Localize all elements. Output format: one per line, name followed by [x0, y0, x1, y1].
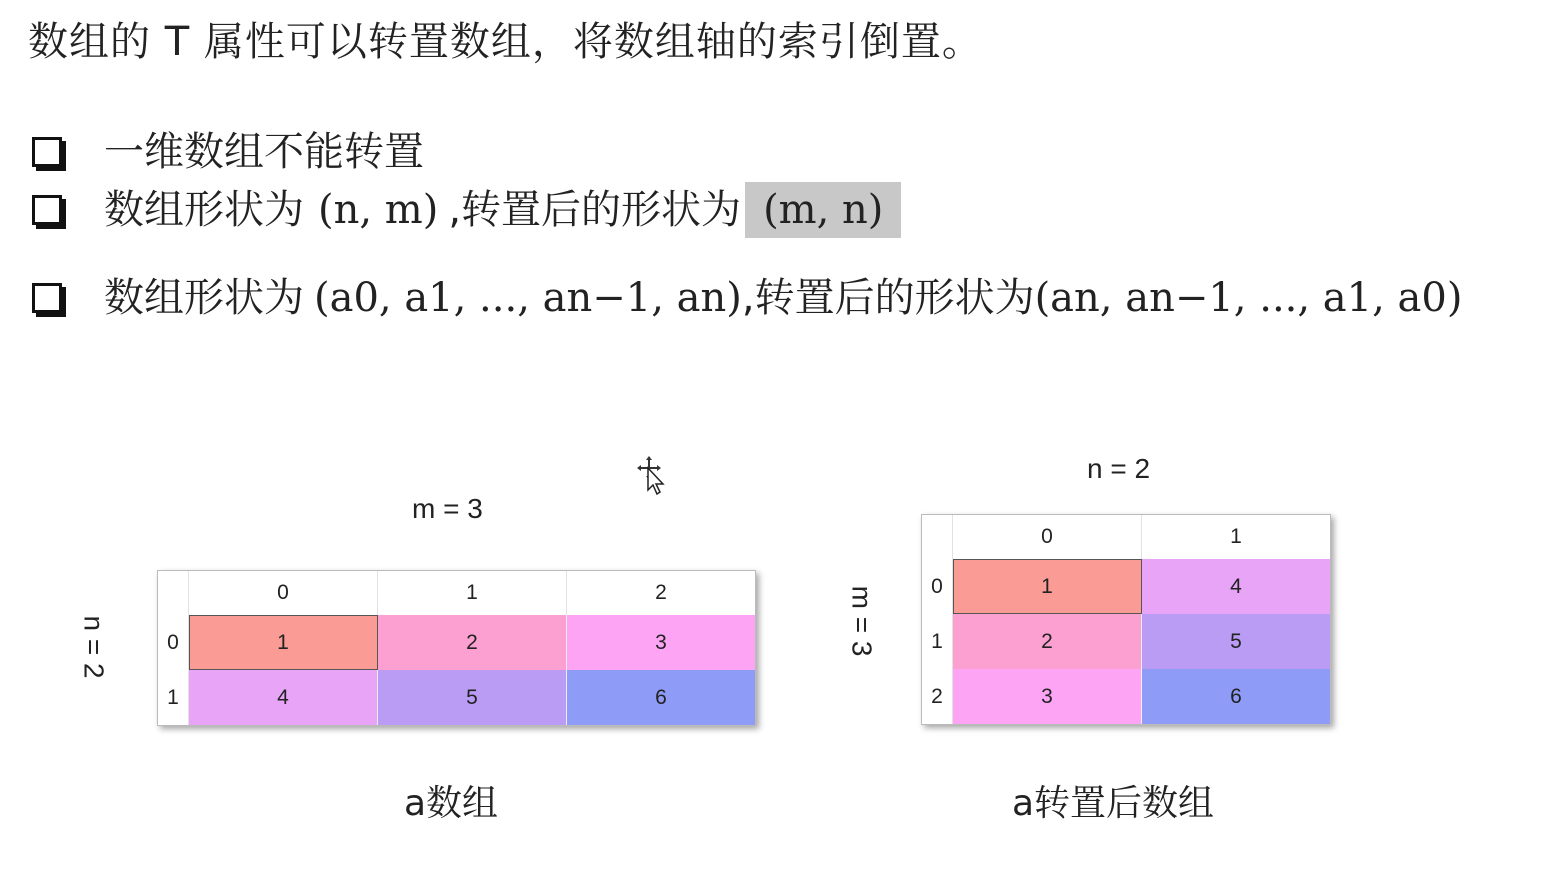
- bullet-prefix: 数组形状为: [104, 275, 304, 321]
- left-caption: a数组: [404, 783, 499, 824]
- bullet-text: 一维数组不能转置: [104, 129, 424, 175]
- bullet-prefix: 数组形状为: [104, 187, 304, 233]
- table-cell: 3: [953, 669, 1142, 724]
- row-header: 2: [922, 669, 953, 724]
- left-side-label: n = 2: [78, 615, 110, 679]
- checkbox-square-icon: [32, 137, 62, 167]
- row-header: 1: [922, 614, 953, 669]
- table-cell: 6: [567, 670, 756, 725]
- table-cell: 3: [567, 615, 756, 670]
- bullet-1d-array: [28, 124, 424, 180]
- shape-original: (a0, a1, ..., an−1, an): [314, 275, 742, 321]
- left-top-label: m = 3: [412, 493, 483, 524]
- right-caption: a转置后数组: [1012, 783, 1215, 824]
- right-top-label: n = 2: [1087, 453, 1151, 484]
- bullet-mid: ,转置后的形状为: [448, 187, 742, 233]
- table-cell: 1: [953, 559, 1142, 614]
- shape-original: (n, m): [318, 187, 439, 233]
- table-cell: 1: [189, 615, 378, 670]
- row-header: 1: [158, 670, 189, 725]
- shape-transposed: (an, an−1, ..., a1, a0): [1034, 275, 1463, 321]
- column-header: 1: [378, 571, 567, 615]
- table-cell: 4: [189, 670, 378, 725]
- row-header: 0: [922, 559, 953, 614]
- column-header: 0: [189, 571, 378, 615]
- bullet-2d-shape: [28, 182, 901, 238]
- checkbox-square-icon: [32, 195, 62, 225]
- table-cell: 2: [378, 615, 567, 670]
- column-header: 2: [567, 571, 756, 615]
- bullet-mid: ,转置后的形状为: [741, 275, 1035, 321]
- intro-text: 数组的 T 属性可以转置数组，将数组轴的索引倒置。: [28, 19, 983, 65]
- table-cell: 6: [1142, 669, 1331, 724]
- move-cursor-icon: [637, 456, 669, 496]
- checkbox-square-icon: [32, 283, 62, 313]
- bullet-nd-shape: [28, 270, 1462, 326]
- table-cell: 2: [953, 614, 1142, 669]
- array-a-transposed-table: [921, 514, 1331, 725]
- table-cell: 5: [1142, 614, 1331, 669]
- array-a-table: [157, 570, 756, 726]
- column-header: 1: [1142, 515, 1331, 559]
- table-cell: 4: [1142, 559, 1331, 614]
- row-header: 0: [158, 615, 189, 670]
- table-cell: 5: [378, 670, 567, 725]
- shape-transposed-highlight: (m, n): [745, 182, 901, 238]
- column-header: 0: [953, 515, 1142, 559]
- right-side-label: m = 3: [846, 585, 878, 657]
